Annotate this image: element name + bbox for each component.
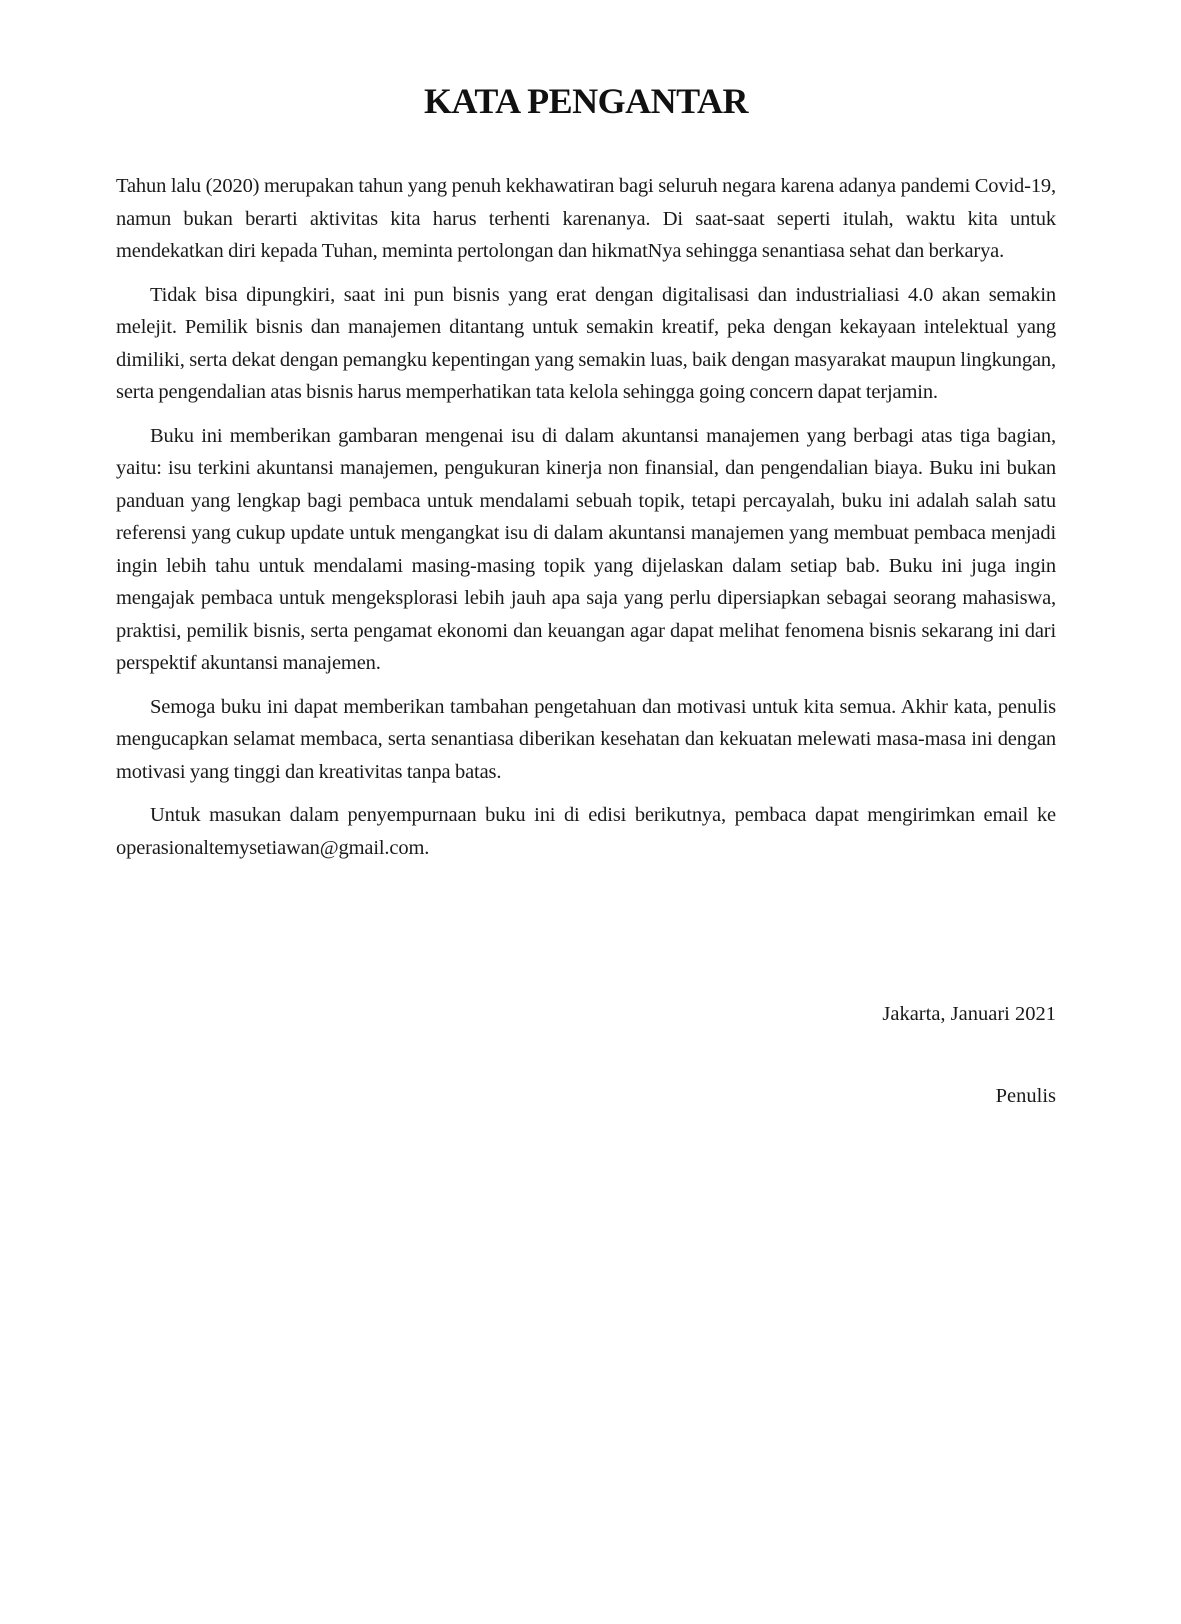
signature-author: Penulis	[995, 1085, 1056, 1107]
signature-place-date: Jakarta, Januari 2021	[882, 1003, 1056, 1025]
paragraph-4: Semoga buku ini dapat memberikan tambahan pengetahuan dan motivasi untuk kita semua. Akhir kata, penulis mengucapkan selamat membaca, serta senantiasa diberikan kesehatan dan kekuatan melewati masa-masa ini dengan motivasi yang tinggi dan kreativitas tanpa batas.	[116, 695, 1056, 783]
paragraph-5: Untuk masukan dalam penyempurnaan buku ini di edisi berikutnya, pembaca dapat mengirimkan email ke operasionaltemysetiawan@gmail.com.	[116, 804, 1056, 859]
paragraph-1: Tahun lalu (2020) merupakan tahun yang penuh kekhawatiran bagi seluruh negara karena adanya pandemi Covid-19, namun bukan berarti aktivitas kita harus terhenti karenanya. Di saat-saat seperti itulah, waktu kita untuk mendekatkan diri kepada Tuhan, meminta pertolongan dan hikmatNya sehingga senantiasa sehat dan berkarya.	[116, 175, 1056, 262]
paragraph-3: Buku ini memberikan gambaran mengenai isu di dalam akuntansi manajemen yang berbagi atas tiga bagian, yaitu: isu terkini akuntansi manajemen, pengukuran kinerja non finansial, dan pengendalian biaya. Buku ini bukan panduan yang lengkap bagi pembaca untuk mendalami sebuah topik, tetapi percayalah, buku ini adalah salah satu referensi yang cukup update untuk mengangkat isu di dalam akuntansi manajemen yang membuat pembaca menjadi ingin lebih tahu untuk mendalami masing-masing topik yang dijelaskan dalam setiap bab. Buku ini juga ingin mengajak pembaca untuk mengeksplorasi lebih jauh apa saja yang perlu dipersiapkan sebagai seorang mahasiswa, praktisi, pemilik bisnis, serta pengamat ekonomi dan keuangan agar dapat melihat fenomena bisnis sekarang ini dari perspektif akuntansi manajemen.	[116, 424, 1056, 674]
body-text	[116, 170, 1056, 875]
paragraph-2: Tidak bisa dipungkiri, saat ini pun bisnis yang erat dengan digitalisasi dan industrialiasi 4.0 akan semakin melejit. Pemilik bisnis dan manajemen ditantang untuk semakin kreatif, peka dengan kekayaan intelektual yang dimiliki, serta dekat dengan pemangku kepentingan yang semakin luas, baik dengan masyarakat maupun lingkungan, serta pengendalian atas bisnis harus memperhatikan tata kelola sehingga going concern dapat terjamin.	[116, 283, 1056, 403]
page-title: KATA PENGANTAR	[423, 81, 748, 121]
